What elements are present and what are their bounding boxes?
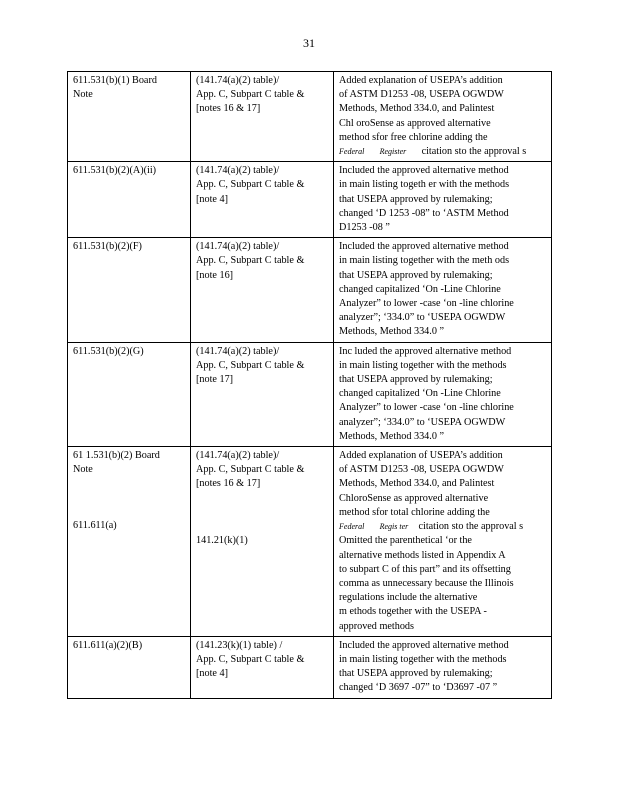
description-line: changed capitalized ‘On -Line Chlorine <box>339 388 501 400</box>
reference-line: (141.23(k)(1) table) / <box>196 639 283 651</box>
description-line: ChloroSense as approved alternative <box>339 492 489 504</box>
description-line: alternative methods listed in Appendix A <box>339 549 506 561</box>
description-line: changed capitalized ‘On -Line Chlorine <box>339 283 501 295</box>
section-cell <box>68 162 191 238</box>
description-line: to subpart C of this part” and its offsetting <box>339 563 511 575</box>
description-cell <box>334 342 552 446</box>
reference-cell <box>191 162 334 238</box>
description-line: of ASTM D1253 -08, USEPA OGWDW <box>339 89 504 101</box>
description-line: changed ‘D 3697 -07” to ‘D3697 -07 ” <box>339 682 498 694</box>
description-line: approved methods <box>339 620 414 632</box>
description-line: that USEPA approved by rulemaking; <box>339 269 493 281</box>
reference-line: [note 4] <box>196 668 228 680</box>
description-line: method sfor total chlorine adding the <box>339 506 490 518</box>
register-word: Register <box>379 147 407 157</box>
description-line: that USEPA approved by rulemaking; <box>339 193 493 205</box>
description-cell <box>334 636 552 698</box>
reference-cell <box>191 238 334 342</box>
description-line: Methods, Method 334.0, and Palintest <box>339 103 495 115</box>
reference-line: [notes 16 & 17] <box>196 478 261 490</box>
description-line: of ASTM D1253 -08, USEPA OGWDW <box>339 464 504 476</box>
section-line: 611.611(a)(2)(B) <box>73 639 143 651</box>
citation-text: citation sto the approval s <box>418 521 524 533</box>
description-line: changed ‘D 1253 -08” to ‘ASTM Method <box>339 207 509 219</box>
reference-cell <box>191 342 334 446</box>
description-line-federal-register <box>339 145 547 159</box>
description-line: Included the approved alternative method <box>339 639 509 651</box>
section-cell <box>68 636 191 698</box>
description-line: analyzer”; ‘334.0” to ‘USEPA OGWDW <box>339 416 506 428</box>
section-cell <box>68 72 191 162</box>
page-number: 31 <box>303 36 315 50</box>
section-line: 61 1.531(b)(2) Board <box>73 450 160 462</box>
federal-word: Federal <box>339 522 365 532</box>
section-line: 611.531(b)(2)(G) <box>73 345 144 357</box>
table-row <box>68 447 552 637</box>
description-line: Included the approved alternative method <box>339 241 509 253</box>
table-row <box>68 342 552 446</box>
section-line: Note <box>73 464 93 476</box>
description-line: in main listing together with the methods <box>339 359 507 371</box>
section-line: 611.531(b)(2)(A)(ii) <box>73 165 157 177</box>
reference-line: [note 17] <box>196 374 234 386</box>
table-row <box>68 162 552 238</box>
description-line: Analyzer” to lower -case ‘on -line chlorine <box>339 298 514 310</box>
description-line: regulations include the alternative <box>339 592 478 604</box>
reference-cell <box>191 72 334 162</box>
description-line: Inc luded the approved alternative method <box>339 345 512 357</box>
section-cell <box>68 342 191 446</box>
description-line: that USEPA approved by rulemaking; <box>339 668 493 680</box>
register-word: Regis ter <box>379 522 409 532</box>
description-cell <box>334 162 552 238</box>
description-line: comma as unnecessary because the Illinois <box>339 577 514 589</box>
citation-text: citation sto the approval s <box>421 146 527 158</box>
description-line: Methods, Method 334.0 ” <box>339 326 444 338</box>
description-line: Included the approved alternative method <box>339 165 509 177</box>
description-line: analyzer”; ‘334.0” to ‘USEPA OGWDW <box>339 312 506 324</box>
spacer <box>73 477 186 519</box>
reference-line: [note 16] <box>196 269 234 281</box>
description-line: Analyzer” to lower -case ‘on -line chlorine <box>339 402 514 414</box>
table-row <box>68 72 552 162</box>
reference-line: App. C, Subpart C table & <box>196 653 305 665</box>
federal-word: Federal <box>339 147 365 157</box>
description-line: that USEPA approved by rulemaking; <box>339 374 493 386</box>
section-cell <box>68 447 191 637</box>
description-line: in main listing together with the meth ods <box>339 255 510 267</box>
description-line: Methods, Method 334.0 ” <box>339 430 444 442</box>
section-cell <box>68 238 191 342</box>
section-line: 611.611(a) <box>73 520 117 532</box>
section-line: 611.531(b)(2)(F) <box>73 241 142 253</box>
reference-line: App. C, Subpart C table & <box>196 179 305 191</box>
reference-cell <box>191 636 334 698</box>
reference-cell <box>191 447 334 637</box>
reference-line: App. C, Subpart C table & <box>196 89 305 101</box>
reference-line: 141.21(k)(1) <box>196 534 248 546</box>
table-row <box>68 636 552 698</box>
description-line: in main listing togeth er with the methods <box>339 179 510 191</box>
section-line: Note <box>73 89 93 101</box>
reference-line: (141.74(a)(2) table)/ <box>196 450 280 462</box>
description-line: D1253 -08 ” <box>339 222 390 234</box>
amendments-table <box>67 71 552 699</box>
description-cell <box>334 238 552 342</box>
description-line: m ethods together with the USEPA - <box>339 606 487 618</box>
spacer <box>196 492 329 534</box>
reference-line: [notes 16 & 17] <box>196 103 261 115</box>
description-line: method sfor free chlorine adding the <box>339 131 488 143</box>
reference-line: (141.74(a)(2) table)/ <box>196 165 280 177</box>
description-line: Chl oroSense as approved alternative <box>339 117 491 129</box>
description-line: Added explanation of USEPA’s addition <box>339 450 503 462</box>
table-row <box>68 238 552 342</box>
reference-line: (141.74(a)(2) table)/ <box>196 345 280 357</box>
reference-line: (141.74(a)(2) table)/ <box>196 75 280 86</box>
description-line: Omitted the parenthetical ‘or the <box>339 535 472 547</box>
reference-line: App. C, Subpart C table & <box>196 464 305 476</box>
reference-line: [note 4] <box>196 193 228 205</box>
description-line: Methods, Method 334.0, and Palintest <box>339 478 495 490</box>
description-cell <box>334 447 552 637</box>
reference-line: App. C, Subpart C table & <box>196 255 305 267</box>
description-line: in main listing together with the methods <box>339 653 507 665</box>
reference-line: (141.74(a)(2) table)/ <box>196 241 280 253</box>
description-cell <box>334 72 552 162</box>
reference-line: App. C, Subpart C table & <box>196 359 305 371</box>
section-line: 611.531(b)(1) Board <box>73 75 157 86</box>
description-line-federal-register <box>339 520 547 534</box>
description-line: Added explanation of USEPA’s addition <box>339 75 503 86</box>
